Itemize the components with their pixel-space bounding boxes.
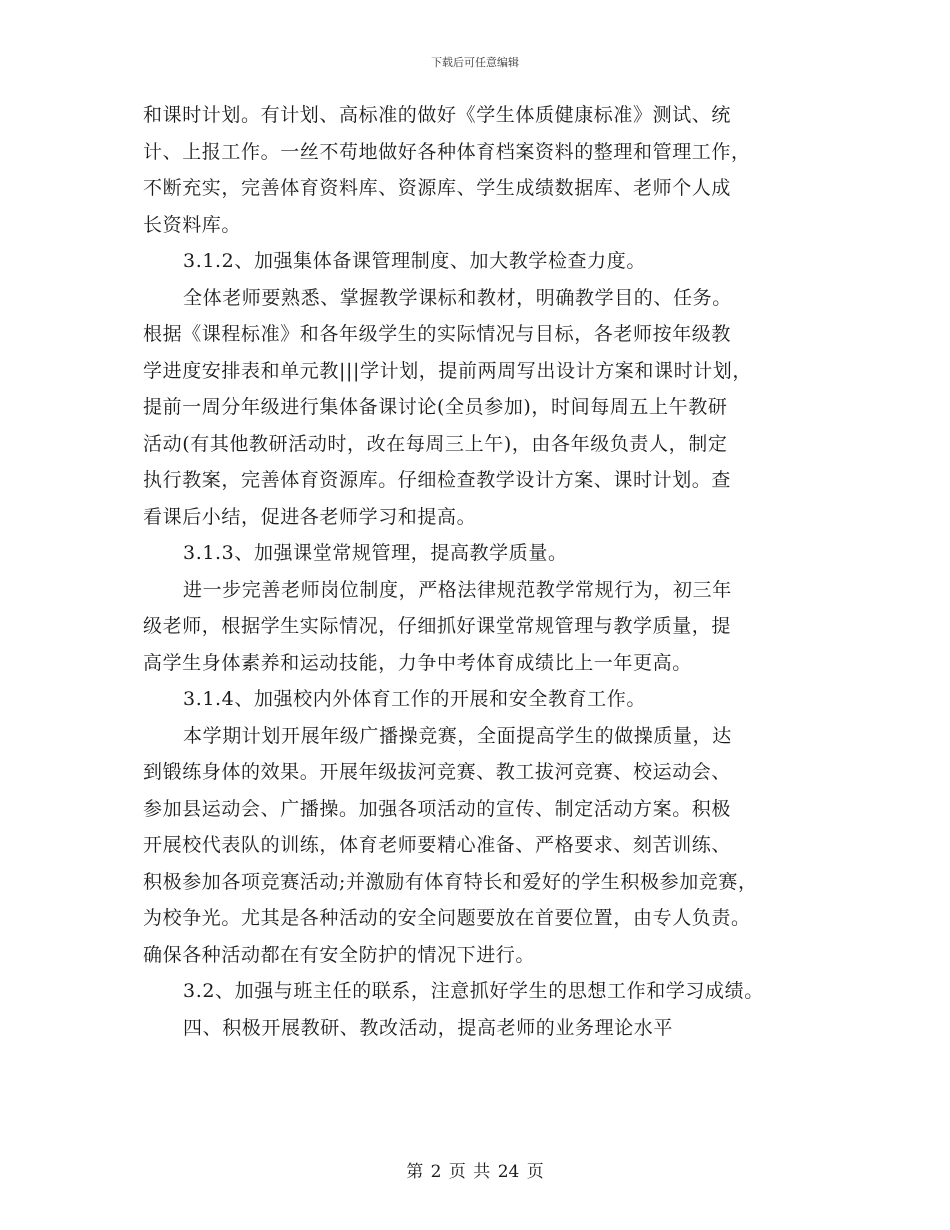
body-line: 全体老师要熟悉、掌握教学课标和教材，明确教学目的、任务。 <box>183 286 732 309</box>
body-line: 级老师，根据学生实际情况，仔细抓好课堂常规管理与教学质量，提 <box>143 615 732 637</box>
section-heading-3-1-3: 3.1.3、加强课堂常规管理，提高教学质量。 <box>183 542 568 564</box>
body-line: 执行教案，完善体育资源库。仔细检查教学设计方案、课时计划。查 <box>143 469 732 491</box>
body-line: 参加县运动会、广播操。加强各项活动的宣传、制定活动方案。积极 <box>143 797 732 820</box>
section-heading-3-1-2: 3.1.2、加强集体备课管理制度、加大教学检查力度。 <box>183 250 646 272</box>
body-line: 不断充实，完善体育资料库、资源库、学生成绩数据库、老师个人成 <box>143 177 732 199</box>
body-line: 开展校代表队的训练，体育老师要精心准备、严格要求、刻苦训练、 <box>143 834 732 856</box>
body-line: 进一步完善老师岗位制度，严格法律规范教学常规行为，初三年 <box>183 578 732 601</box>
page-number: 第 2 页 共 24 页 <box>406 1162 544 1182</box>
body-line: 为校争光。尤其是各种活动的安全问题要放在首要位置，由专人负责。 <box>143 907 751 929</box>
body-line: 高学生身体素养和运动技能，力争中考体育成绩比上一年更高。 <box>143 651 692 674</box>
section-heading-3-1-4: 3.1.4、加强校内外体育工作的开展和安全教育工作。 <box>183 688 646 710</box>
body-line: 和课时计划。有计划、高标准的做好《学生体质健康标准》测试、统 <box>143 104 732 126</box>
body-line: 长资料库。 <box>143 213 242 236</box>
body-line: 积极参加各项竞赛活动;并激励有体育特长和爱好的学生积极参加竞赛， <box>143 870 758 893</box>
body-line: 计、上报工作。一丝不苟地做好各种体育档案资料的整理和管理工作， <box>143 140 751 163</box>
document-body <box>143 106 833 1055</box>
body-line: 活动(有其他教研活动时，改在每周三上午)，由各年级负责人，制定 <box>143 432 728 455</box>
body-line: 看课后小结，促进各老师学习和提高。 <box>143 505 477 528</box>
page-header: 下载后可任意编辑 <box>431 56 519 69</box>
section-heading-3-2: 3.2、加强与班主任的联系，注意抓好学生的思想工作和学习成绩。 <box>183 980 764 1002</box>
body-line: 到锻练身体的效果。开展年级拔河竞赛、教工拔河竞赛、校运动会、 <box>143 761 732 783</box>
body-line: 确保各种活动都在有安全防护的情况下进行。 <box>143 943 536 966</box>
body-line: 根据《课程标准》和各年级学生的实际情况与目标，各老师按年级教 <box>143 323 732 345</box>
section-heading-4: 四、积极开展教研、教改活动，提高老师的业务理论水平 <box>183 1016 674 1039</box>
body-line: 提前一周分年级进行集体备课讨论(全员参加)，时间每周五上午教研 <box>143 396 728 418</box>
body-line: 学进度安排表和单元教|||学计划，提前两周写出设计方案和课时计划， <box>143 359 753 382</box>
body-line: 本学期计划开展年级广播操竞赛，全面提高学生的做操质量，达 <box>183 724 732 747</box>
